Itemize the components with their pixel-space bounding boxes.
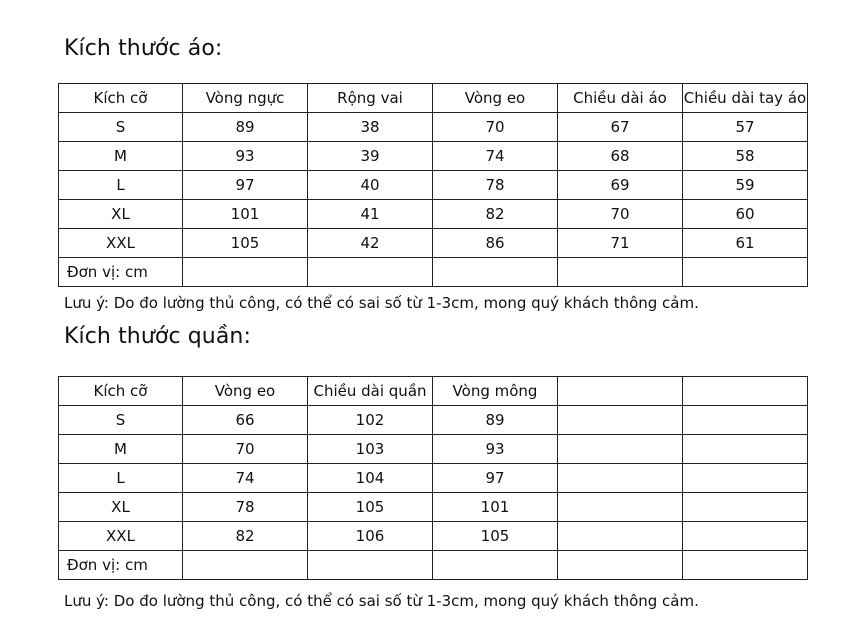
table-row <box>59 464 808 493</box>
header-cell: Kích cỡ <box>59 377 183 406</box>
empty-cell <box>433 258 558 287</box>
table-cell: 68 <box>558 142 683 171</box>
table-cell: 102 <box>308 406 433 435</box>
header-cell: Rộng vai <box>308 84 433 113</box>
table-cell <box>558 493 683 522</box>
table-cell: 93 <box>433 435 558 464</box>
table-cell: S <box>59 406 183 435</box>
header-cell: Vòng eo <box>433 84 558 113</box>
header-cell <box>683 377 808 406</box>
table-cell: 103 <box>308 435 433 464</box>
table-row <box>59 171 808 200</box>
empty-cell <box>183 258 308 287</box>
table-cell: 70 <box>558 200 683 229</box>
table-cell <box>683 406 808 435</box>
table-cell: 97 <box>433 464 558 493</box>
empty-cell <box>308 551 433 580</box>
table-cell: 67 <box>558 113 683 142</box>
table-cell: 38 <box>308 113 433 142</box>
table-cell: 101 <box>183 200 308 229</box>
table-cell: 93 <box>183 142 308 171</box>
table-row <box>59 522 808 551</box>
table-cell <box>683 522 808 551</box>
table-header-row <box>59 377 808 406</box>
table-cell: 82 <box>433 200 558 229</box>
table-cell: XL <box>59 493 183 522</box>
table-row <box>59 493 808 522</box>
table-cell: 78 <box>433 171 558 200</box>
table-cell: 61 <box>683 229 808 258</box>
table-cell: 97 <box>183 171 308 200</box>
table-cell <box>683 493 808 522</box>
header-cell: Chiều dài áo <box>558 84 683 113</box>
table-cell: 89 <box>433 406 558 435</box>
table-row <box>59 229 808 258</box>
table-cell: 71 <box>558 229 683 258</box>
table-cell: 58 <box>683 142 808 171</box>
header-cell: Chiều dài quần <box>308 377 433 406</box>
table-row <box>59 113 808 142</box>
table-cell: 60 <box>683 200 808 229</box>
header-cell: Chiều dài tay áo <box>683 84 808 113</box>
header-cell: Vòng mông <box>433 377 558 406</box>
table-cell: 42 <box>308 229 433 258</box>
table-cell: XL <box>59 200 183 229</box>
empty-cell <box>433 551 558 580</box>
table-cell <box>558 522 683 551</box>
table-row <box>59 200 808 229</box>
header-cell <box>558 377 683 406</box>
table-cell: 105 <box>433 522 558 551</box>
table-row <box>59 435 808 464</box>
empty-cell <box>683 551 808 580</box>
unit-row <box>59 258 808 287</box>
table-row <box>59 406 808 435</box>
header-cell: Vòng eo <box>183 377 308 406</box>
table-cell <box>558 435 683 464</box>
empty-cell <box>558 258 683 287</box>
table-cell: 106 <box>308 522 433 551</box>
shirt-size-table <box>58 83 808 287</box>
table-cell: 57 <box>683 113 808 142</box>
pants-size-title: Kích thước quần: <box>64 324 251 349</box>
table-cell: XXL <box>59 522 183 551</box>
pants-size-table <box>58 376 808 580</box>
table-cell: 41 <box>308 200 433 229</box>
table-cell: 82 <box>183 522 308 551</box>
table-cell: 74 <box>183 464 308 493</box>
empty-cell <box>683 258 808 287</box>
table-cell: 89 <box>183 113 308 142</box>
table-cell: 86 <box>433 229 558 258</box>
table-cell: S <box>59 113 183 142</box>
table-header-row <box>59 84 808 113</box>
header-cell: Kích cỡ <box>59 84 183 113</box>
pants-note: Lưu ý: Do đo lường thủ công, có thể có sai số từ 1-3cm, mong quý khách thông cảm. <box>64 592 699 610</box>
shirt-size-title: Kích thước áo: <box>64 36 223 61</box>
table-cell: 101 <box>433 493 558 522</box>
empty-cell <box>183 551 308 580</box>
shirt-note: Lưu ý: Do đo lường thủ công, có thể có sai số từ 1-3cm, mong quý khách thông cảm. <box>64 294 699 312</box>
table-cell: 39 <box>308 142 433 171</box>
table-cell <box>558 464 683 493</box>
table-cell: 104 <box>308 464 433 493</box>
table-cell: L <box>59 464 183 493</box>
unit-cell: Đơn vị: cm <box>59 551 183 580</box>
empty-cell <box>558 551 683 580</box>
table-cell: L <box>59 171 183 200</box>
table-cell: 66 <box>183 406 308 435</box>
table-cell: M <box>59 142 183 171</box>
table-cell: 105 <box>308 493 433 522</box>
table-cell: 69 <box>558 171 683 200</box>
table-cell <box>558 406 683 435</box>
table-cell <box>683 464 808 493</box>
table-cell: 70 <box>433 113 558 142</box>
table-cell: 105 <box>183 229 308 258</box>
table-cell: 78 <box>183 493 308 522</box>
table-cell <box>683 435 808 464</box>
unit-cell: Đơn vị: cm <box>59 258 183 287</box>
table-cell: 40 <box>308 171 433 200</box>
table-cell: XXL <box>59 229 183 258</box>
header-cell: Vòng ngực <box>183 84 308 113</box>
table-cell: 70 <box>183 435 308 464</box>
table-cell: 59 <box>683 171 808 200</box>
table-row <box>59 142 808 171</box>
table-cell: M <box>59 435 183 464</box>
empty-cell <box>308 258 433 287</box>
table-cell: 74 <box>433 142 558 171</box>
unit-row <box>59 551 808 580</box>
